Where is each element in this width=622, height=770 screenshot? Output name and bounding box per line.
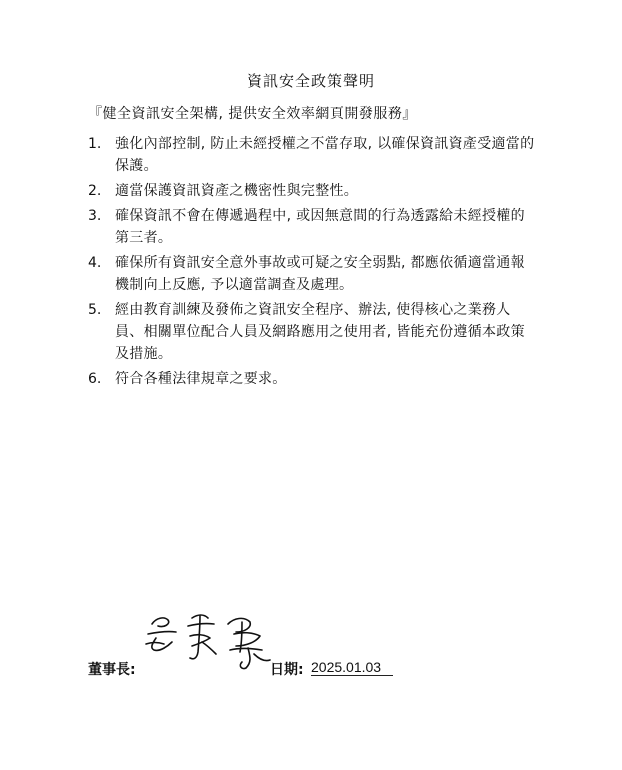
list-item: [88, 252, 538, 296]
item-text: 確保所有資訊安全意外事故或可疑之安全弱點, 都應依循適當通報機制向上反應, 予以適當調查及處理。: [115, 255, 525, 293]
item-number: 6.: [88, 371, 102, 387]
item-number: 1.: [88, 136, 102, 152]
list-item: [88, 133, 538, 177]
item-number: 4.: [88, 255, 102, 271]
document-subtitle: 『健全資訊安全架構, 提供安全效率網頁開發服務』: [88, 106, 417, 122]
handwritten-signature: [138, 604, 288, 674]
item-text: 符合各種法律規章之要求。: [115, 371, 287, 387]
list-item: [88, 205, 538, 249]
policy-list: [88, 133, 538, 393]
date-value: 2025.01.03: [311, 659, 393, 676]
chairman-label: 董事長:: [88, 662, 136, 678]
list-item: [88, 180, 538, 202]
item-number: 2.: [88, 183, 102, 199]
item-text: 強化內部控制, 防止未經授權之不當存取, 以確保資訊資產受適當的保護。: [115, 136, 535, 174]
document-title: 資訊安全政策聲明: [246, 72, 375, 90]
list-item: [88, 299, 538, 365]
item-text: 適當保護資訊資產之機密性與完整性。: [115, 183, 359, 199]
list-item: [88, 368, 538, 390]
item-number: 5.: [88, 302, 102, 318]
item-number: 3.: [88, 208, 102, 224]
item-text: 確保資訊不會在傳遞過程中, 或因無意間的行為透露給未經授權的第三者。: [115, 208, 525, 246]
item-text: 經由教育訓練及發佈之資訊安全程序、辦法, 使得核心之業務人員、相關單位配合人員及網路應用之使用者, 皆能充份遵循本政策及措施。: [115, 302, 525, 362]
date-label: 日期:: [270, 662, 304, 678]
